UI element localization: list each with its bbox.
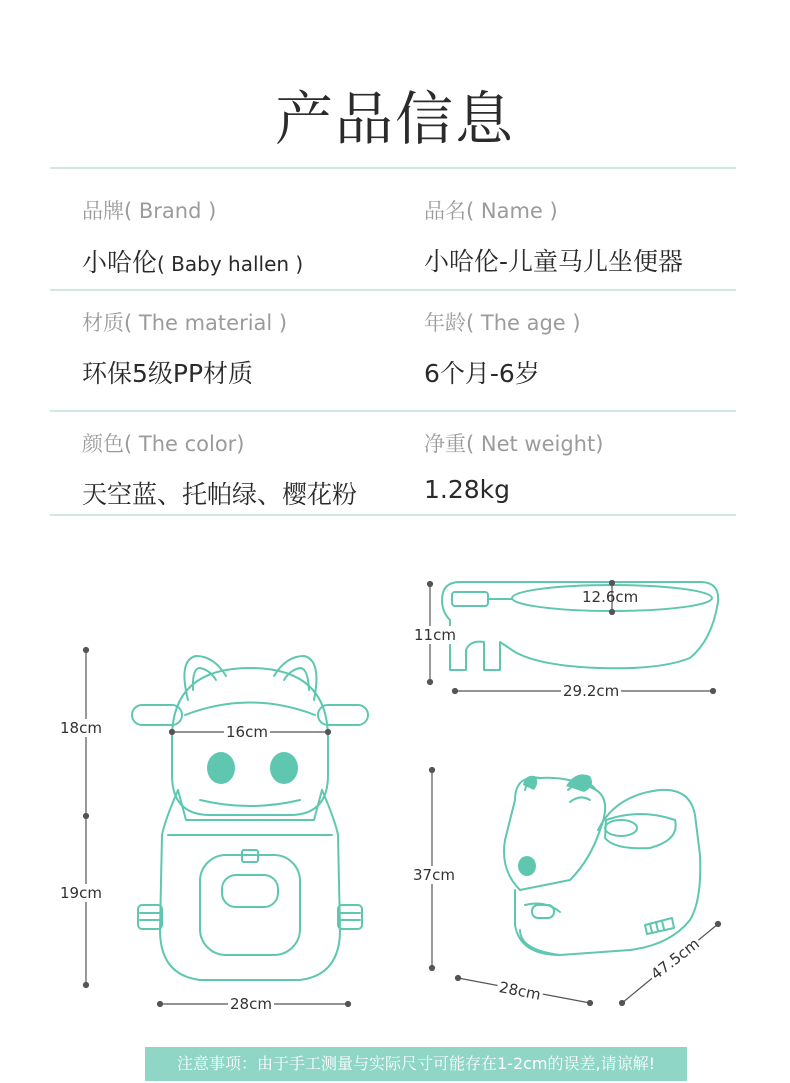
weight-label-cn: 净重: [424, 432, 466, 456]
brand-label-en: ( Brand ): [124, 199, 217, 223]
dim-front-height-bottom: 19cm: [60, 884, 102, 902]
brand-value-en: ( Baby hallen ): [157, 252, 304, 276]
dim-tray-depth: 12.6cm: [582, 588, 639, 606]
brand-value-cn: 小哈伦: [82, 248, 158, 277]
color-value-cn: 天空蓝、托帕绿、樱花粉: [82, 480, 358, 509]
dim-tray-height: 11cm: [414, 626, 456, 644]
age-value-cn: 6个月-6岁: [424, 359, 540, 388]
measurement-notice: 注意事项：由于手工测量与实际尺寸可能存在1-2cm的误差,请谅解!: [145, 1047, 687, 1081]
age-label-cn: 年龄: [424, 311, 466, 335]
material-label-cn: 材质: [82, 311, 124, 335]
page-title: 产品信息: [274, 85, 515, 153]
front-view-drawing: [132, 656, 368, 980]
dim-side-length: 47.5cm: [647, 934, 703, 984]
name-label-en: ( Name ): [466, 199, 558, 223]
name-value-cn: 小哈伦-儿童马儿坐便器: [424, 247, 684, 276]
dim-tray-length: 29.2cm: [563, 682, 620, 700]
weight-value-cn: 1.28kg: [424, 475, 511, 504]
age-label-en: ( The age ): [466, 311, 581, 335]
dim-side-width: 28cm: [497, 978, 543, 1004]
weight-label-en: ( Net weight): [466, 432, 604, 456]
dim-front-head-width: 16cm: [226, 723, 268, 741]
dim-side-height: 37cm: [413, 866, 455, 884]
color-label-en: ( The color): [124, 432, 245, 456]
dim-front-height-top: 18cm: [60, 719, 102, 737]
brand-label-cn: 品牌: [82, 199, 124, 223]
material-label-en: ( The material ): [124, 311, 288, 335]
color-label-cn: 颜色: [82, 432, 124, 456]
name-label-cn: 品名: [424, 199, 466, 223]
material-value-cn: 环保5级PP材质: [82, 359, 254, 388]
dim-front-base-width: 28cm: [230, 995, 272, 1013]
